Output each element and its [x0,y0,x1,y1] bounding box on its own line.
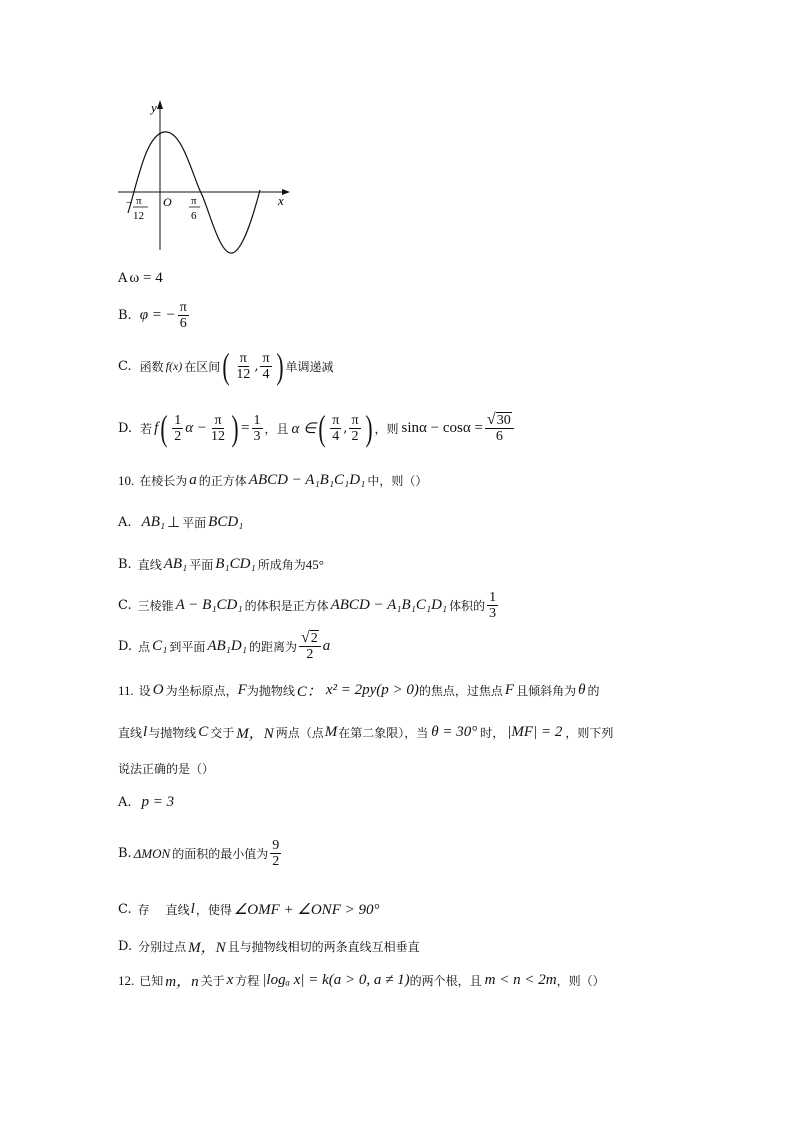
q12-stem: 12. 已知 m，n 关于 x 方程 |logₐ x| = k(a > 0, a ≠ 1) 的两个根，且 m < n < 2m ，则（） [118,972,605,990]
tick-left-num: π [136,195,142,207]
q10-option-c: C. 三棱锥 A − B₁CD₁ 的体积是正方体 ABCD − A₁B₁C₁D₁ 体积的 $\frac{1}{3}$ [118,590,497,621]
q10-option-d: D. 点 C₁ 到平面 AB₁D₁ 的距离为 √ 2 2 a [118,629,331,662]
q9-option-a: A ω = 4 [118,270,163,286]
y-axis-arrow [157,100,163,109]
tick-right-den: 6 [191,210,197,222]
tick-left-sign: − [126,197,133,209]
q10-option-a: A. AB₁ ⊥ 平面 BCD₁ [118,514,244,531]
q11-stem-line2: 直线 l 与抛物线 C 交于 M，N 两点（点 M 在第二象限），当 θ = 30° 时， |MF| = 2 ，则下列 [118,724,614,742]
q9-option-b: B. φ = − $\frac{\pi}{6}$ [118,300,187,331]
fraction: $\frac{\pi}{6}$ [179,300,187,331]
origin-label: O [163,195,172,209]
q11-stem-line3: 说法正确的是（） [118,762,215,776]
q11-option-a: A. p = 3 [118,794,175,810]
q10-stem: 10. 在棱长为 a 的正方体 ABCD − A₁B₁C₁D₁ 中，则（） [118,472,428,488]
x-label: x [278,193,284,208]
q11-option-b: B. ΔMON 的面积的最小值为 $\frac{9}{2}$ [118,838,280,869]
q11-option-d: D. 分别过点 M，N 且与抛物线相切的两条直线互相垂直 [118,939,420,956]
q9-option-c: C. 函数 f(x) 在区间 ( $\frac{\pi}{12}$ , $\frac{\pi}{4}$ ) 单调递减 [118,346,334,386]
q11-stem-line1: 11. 设 O 为坐标原点， F 为抛物线 C： x² = 2py(p > 0) 的焦点，过焦点 F 且倾斜角为 θ 的 [118,682,600,700]
q10-option-b: B. 直线 AB₁ 平面 B₁CD₁ 所成角为 45° [118,556,324,572]
function-graph [110,95,300,260]
q11-option-c: C. 存 直线 l ，使得 ∠OMF + ∠ONF > 90° [118,901,380,918]
y-label: y [151,100,157,115]
tick-right-num: π [191,195,197,207]
tick-left-den: 12 [133,210,144,222]
q9-option-d: D. 若 f ( $\frac{1}{2}$ α − $\frac{\pi}{12}$ ) = $\frac{1}{3}$ ，且 α ∈ ( $\frac{\pi}{4}$ , $\frac{\pi}{2}$ ) ，则 sinα − cosα = √ 30 6 [118,410,516,446]
